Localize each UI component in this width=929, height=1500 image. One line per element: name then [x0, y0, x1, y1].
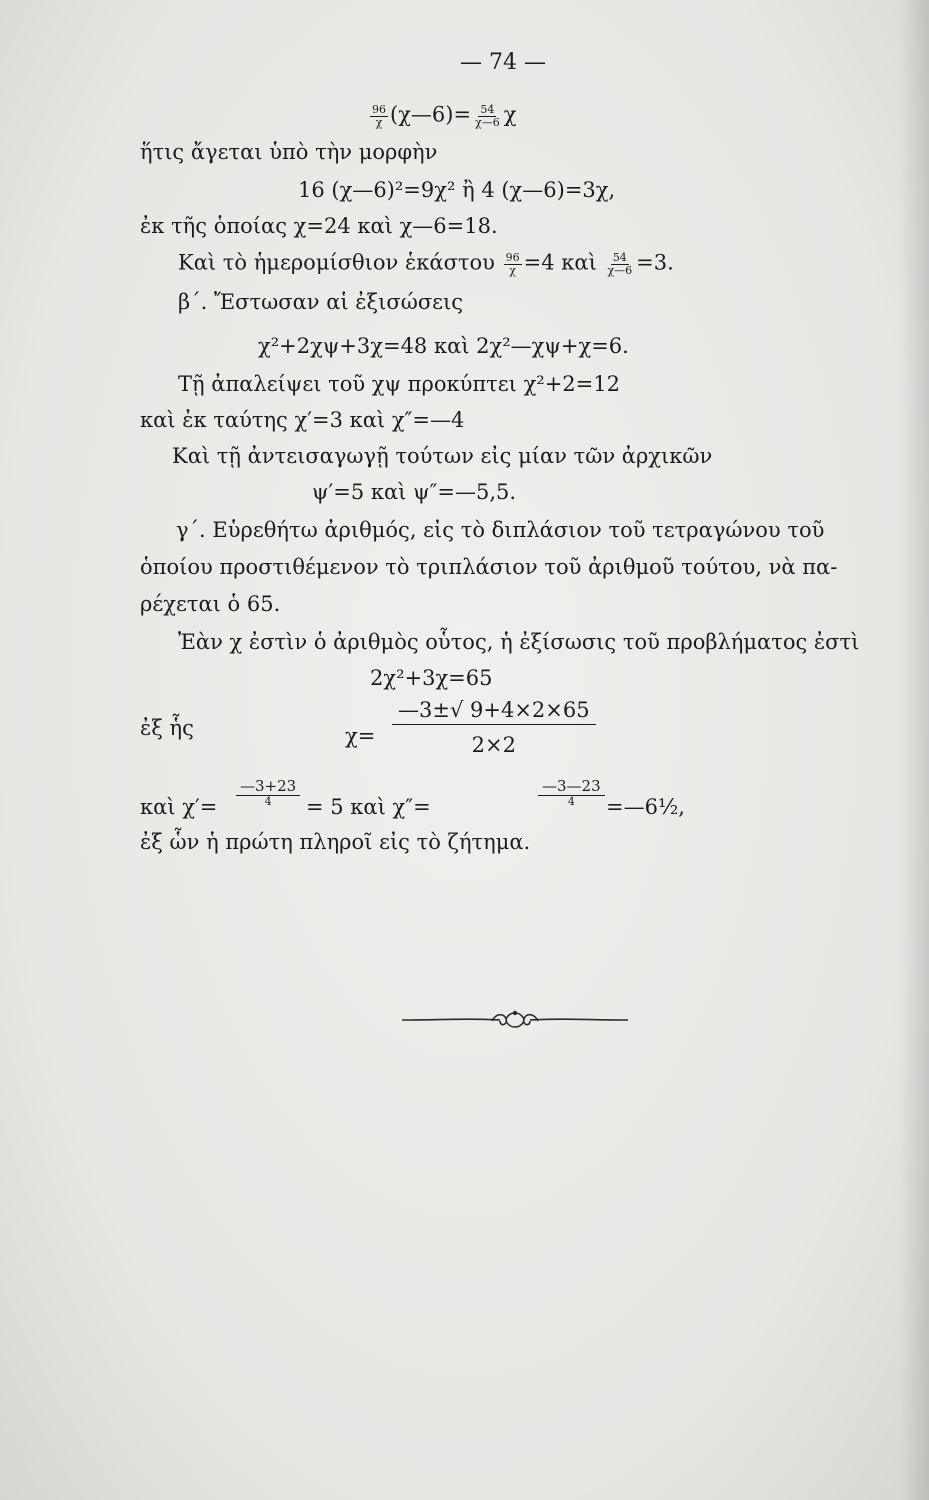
- page-edge-shadow: [899, 0, 929, 1500]
- text-line-imeromisthion: Καὶ τὸ ἡμερομίσθιον ἑκάστου $\frac{96}{\chi}$ =4 καὶ $\frac{54}{\chi—6}$ =3.: [178, 250, 674, 277]
- equation-2: 16 (χ—6)²=9χ² ἢ 4 (χ—6)=3χ,: [298, 178, 616, 202]
- scroll-ornament-icon: [400, 1005, 630, 1039]
- problem-gamma-line-1: γ΄. Εὑρεθήτω ἀριθμός, εἰς τὸ διπλάσιον τοῦ τετραγώνου τοῦ: [176, 518, 825, 542]
- text-line-beta: β΄. Ἔστωσαν αἱ ἐξισώσεις: [178, 290, 464, 314]
- problem-gamma-line-3: ρέχεται ὁ 65.: [140, 592, 281, 616]
- page-number: — 74 —: [460, 50, 546, 75]
- fraction-54-over-x-6: $\frac{54}{\chi—6}$: [607, 251, 633, 277]
- final-kai-x1: καὶ χ′=: [140, 795, 218, 819]
- text-line-kai-ek: καὶ ἐκ ταύτης χ′=3 καὶ χ″=—4: [140, 408, 465, 432]
- equation-5: 2χ²+3χ=65: [370, 666, 493, 690]
- text-line-ean: Ἐὰν χ ἐστὶν ὁ ἀριθμὸς οὗτος, ἡ ἐξίσωσις τοῦ προβλήματος ἐστὶ: [178, 630, 860, 654]
- solution-lhs: χ=: [345, 724, 376, 748]
- equation-3: χ²+2χψ+3χ=48 καὶ 2χ²—χψ+χ=6.: [258, 334, 629, 358]
- fraction-final-1: —3+23 4: [236, 778, 300, 808]
- fraction-96-over-x: $\frac{96}{\chi}$: [505, 251, 520, 277]
- problem-gamma-line-2: ὁποίου προστιθέμενον τὸ τριπλάσιον τοῦ ἀριθμοῦ τούτου, νὰ πα-: [140, 555, 838, 579]
- equation-1: $\frac{96}{\chi}$ (χ—6)= $\frac{54}{\chi—6}$ χ: [372, 102, 517, 129]
- text-line-last: ἐξ ὧν ἡ πρώτη πληροῖ εἰς τὸ ζήτημα.: [140, 830, 531, 854]
- final-mid: = 5 καὶ χ″=: [306, 795, 431, 819]
- text-line-hitis: ἥτις ἄγεται ὑπὸ τὴν μορφὴν: [140, 140, 438, 164]
- text-line-antisagogi: Καὶ τῇ ἀντεισαγωγῇ τούτων εἰς μίαν τῶν ἀρχικῶν: [172, 444, 713, 468]
- fraction-54-over-x-6: $\frac{54}{\chi—6}$: [475, 103, 500, 129]
- final-end: =—6½,: [606, 795, 685, 819]
- text-line-ek-tis: ἐκ τῆς ὁποίας χ=24 καὶ χ—6=18.: [140, 214, 498, 238]
- fraction-final-2: —3—23 4: [538, 778, 605, 808]
- text-line-apaleipsei: Τῇ ἀπαλείψει τοῦ χψ προκύπτει χ²+2=12: [178, 372, 620, 396]
- text-ex-hes: ἐξ ἧς: [140, 716, 194, 740]
- fraction-96-over-x: $\frac{96}{\chi}$: [372, 103, 386, 129]
- equation-4: ψ′=5 καὶ ψ″=—5,5.: [312, 480, 517, 504]
- solution-fraction: $\frac{—3\pm√ 9+4\times 2\times 65}{2\times 2}$: [392, 698, 596, 757]
